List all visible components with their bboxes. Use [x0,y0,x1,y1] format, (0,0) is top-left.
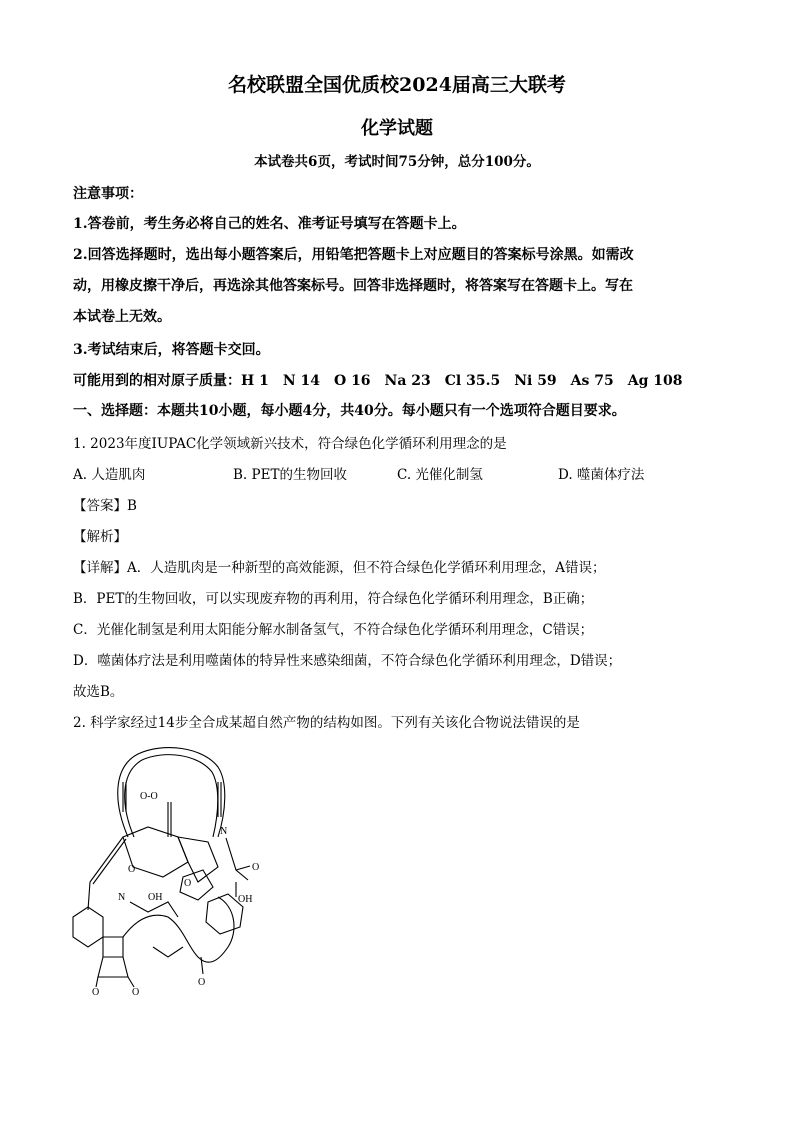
chemical-structure-diagram [68,742,278,997]
ketone-bond [201,957,203,974]
q1-answer: 【答案】B [73,498,137,514]
q1-detail-a: 【详解】A．人造肌肉是一种新型的高效能源，但不符合绿色化学循环利用理念，A错误； [73,560,606,576]
note-item-1: 1.答卷前，考生务必将自己的姓名、准考证号填写在答题卡上。 [73,216,466,232]
cyclobutene-ring [103,937,123,957]
note-item-2-line-2: 动，用橡皮擦干净后，再选涂其他答案标号。回答非选择题时，将答案写在答题卡上。写在 [73,278,633,294]
ketone-oxygen-label-3: O [198,977,206,988]
page-title: 名校联盟全国优质校2024届高三大联考 [228,74,566,96]
alkene-bond [153,947,183,957]
benzene-ring [73,907,103,947]
notes-heading: 注意事项： [73,186,143,202]
note-item-2-line-3: 本试卷上无效。 [73,309,171,325]
amide-carbonyl [236,866,250,870]
amide-chain [226,838,248,880]
diyne-chain [90,837,123,882]
atomic-masses: 可能用到的相对原子质量：H 1 N 14 O 16 Na 23 Cl 35.5 Ni 59 As 75 Ag 108 [73,373,683,389]
carbonyl-bond [128,977,134,987]
q1-option-b: B. PET的生物回收 [233,467,347,483]
q1-analysis-label: 【解析】 [73,529,127,545]
nitrogen-label-right: N [220,826,228,837]
q1-conclusion: 故选B。 [73,684,124,700]
q1-option-a: A. 人造肌肉 [73,467,146,483]
carbonyl-bond [96,977,98,987]
hydroxyl-label-left: OH [148,892,163,903]
nitrogen-label-left: N [118,892,126,903]
ether-oxygen-label: O [128,864,136,875]
diyne-chain [93,839,126,884]
lower-chain [130,902,178,917]
note-item-3: 3.考试结束后，将答题卡交回。 [73,342,270,358]
section-1-heading: 一、选择题：本题共10小题，每小题4分，共40分。每小题只有一个选项符合题目要求。 [73,403,626,419]
chain-bond [88,882,90,910]
page-subtitle: 化学试题 [361,118,433,139]
hydroxyl-label-right: OH [238,894,253,905]
q1-detail-d: D．噬菌体疗法是利用噬菌体的特异性来感染细菌，不符合绿色化学循环利用理念，D错误； [73,653,622,669]
ketone-oxygen-label-1: O [92,987,100,997]
q1-option-c: C. 光催化制氢 [397,467,483,483]
q1-detail-b: B．PET的生物回收，可以实现废弃物的再利用，符合绿色化学循环利用理念，B正确； [73,591,594,607]
exam-info: 本试卷共6页，考试时间75分钟，总分100分。 [254,154,540,170]
dione-ring [98,957,128,977]
core-ring-2 [178,837,218,882]
ketone-oxygen-label-2: O [132,987,140,997]
furan-oxygen-label: O [184,878,192,889]
q1-option-d: D. 噬菌体疗法 [558,467,645,483]
q1-stem: 1. 2023年度IUPAC化学领域新兴技术，符合绿色化学循环利用理念的是 [73,436,507,452]
q1-detail-c: C．光催化制氢是利用太阳能分解水制备氢气，不符合绿色化学循环利用理念，C错误； [73,622,594,638]
q2-stem: 2. 科学家经过14步全合成某超自然产物的结构如图。下列有关该化合物说法错误的是 [73,715,580,731]
note-item-2-line-1: 2.回答选择题时，选出每小题答案后，用铅笔把答题卡上对应题目的答案标号涂黑。如需改 [73,247,634,263]
amide-oxygen-label: O [252,862,260,873]
peroxide-label: O-O [140,791,158,802]
